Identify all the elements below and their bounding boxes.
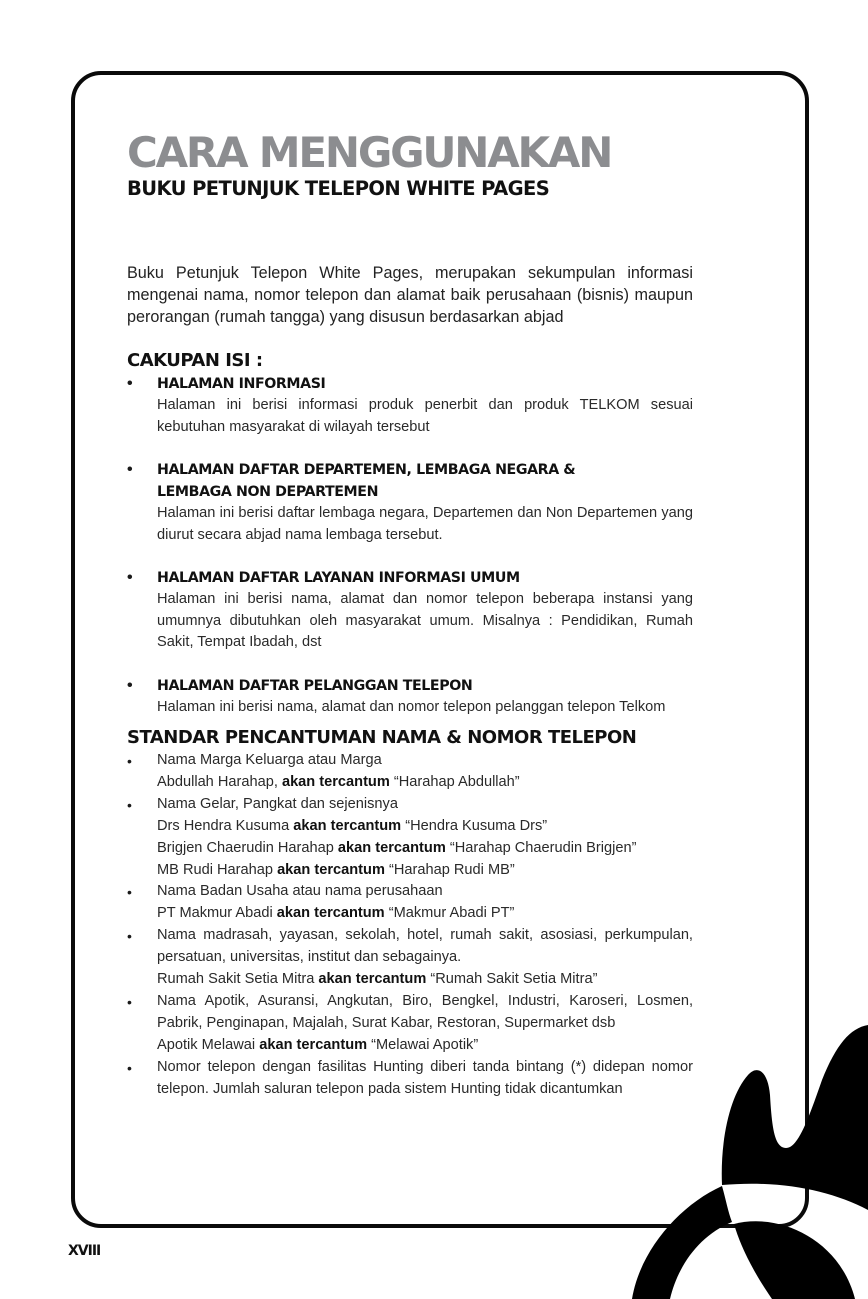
example-listed: “Harahap Rudi MB” bbox=[389, 861, 515, 878]
example-original: PT Makmur Abadi bbox=[157, 905, 273, 922]
standards-item bbox=[127, 1057, 693, 1101]
standards-item bbox=[127, 991, 693, 1057]
coverage-item-title: HALAMAN INFORMASI bbox=[157, 376, 326, 392]
coverage-list bbox=[127, 373, 693, 718]
example-line bbox=[157, 1035, 693, 1057]
example-connector: akan tercantum bbox=[293, 817, 402, 834]
example-connector: akan tercantum bbox=[281, 773, 390, 790]
bullet-icon: • bbox=[127, 928, 132, 945]
example-listed: “Makmur Abadi PT” bbox=[388, 905, 515, 922]
example-line bbox=[157, 816, 693, 838]
intro-paragraph: Buku Petunjuk Telepon White Pages, merupakan sekumpulan informasi mengenai nama, nomor telepon dan alamat baik perusahaan (bisnis) maupun perorangan (rumah tangga) yang disusun berdasarkan abjad bbox=[127, 264, 693, 326]
coverage-item bbox=[127, 373, 693, 438]
bullet-icon: • bbox=[127, 1059, 132, 1076]
page-number: XVIII bbox=[68, 1243, 101, 1259]
coverage-item bbox=[127, 675, 693, 719]
coverage-item bbox=[127, 459, 693, 546]
example-original: Drs Hendra Kusuma bbox=[157, 817, 290, 834]
bullet-icon: • bbox=[127, 884, 132, 901]
standards-item-text: Nama Marga Keluarga atau Marga bbox=[157, 752, 382, 768]
example-connector: akan tercantum bbox=[277, 861, 385, 878]
bullet-icon: • bbox=[127, 796, 132, 813]
bullet-icon: • bbox=[127, 676, 133, 694]
example-connector: akan tercantum bbox=[259, 1036, 368, 1053]
page-title: CARA MENGGUNAKAN bbox=[127, 128, 612, 177]
example-original: Rumah Sakit Setia Mitra bbox=[157, 971, 315, 988]
example-listed: “Rumah Sakit Setia Mitra” bbox=[430, 971, 598, 988]
coverage-item-title: HALAMAN DAFTAR DEPARTEMEN, LEMBAGA NEGARA & LEMBAGA NON DEPARTEMEN bbox=[157, 462, 576, 500]
example-connector: akan tercantum bbox=[276, 905, 385, 922]
example-line bbox=[157, 903, 693, 925]
standards-item-text: Nama Badan Usaha atau nama perusahaan bbox=[157, 883, 443, 900]
standards-item-text: Nama Gelar, Pangkat dan sejenisnya bbox=[157, 795, 398, 812]
coverage-item-title: HALAMAN DAFTAR PELANGGAN TELEPON bbox=[157, 677, 473, 694]
coverage-item-desc: Halaman ini berisi nama, alamat dan nomor telepon pelanggan telepon Telkom bbox=[157, 698, 666, 715]
bullet-icon: • bbox=[127, 375, 133, 392]
standards-item bbox=[127, 794, 693, 882]
example-connector: akan tercantum bbox=[337, 839, 446, 856]
bullet-icon: • bbox=[127, 993, 132, 1010]
coverage-heading: CAKUPAN ISI : bbox=[127, 350, 263, 371]
standards-item bbox=[127, 925, 693, 991]
standards-heading: STANDAR PENCANTUMAN NAMA & NOMOR TELEPON bbox=[127, 727, 637, 748]
standards-item-text: Nama Apotik, Asuransi, Angkutan, Biro, Bengkel, Industri, Karoseri, Losmen, Pabrik, Penginapan, Majalah, Surat Kabar, Restoran, Supermarket dsb bbox=[157, 992, 693, 1031]
bullet-icon: • bbox=[127, 569, 133, 586]
standards-item bbox=[127, 750, 693, 794]
coverage-item-title: HALAMAN DAFTAR LAYANAN INFORMASI UMUM bbox=[157, 570, 520, 586]
example-line bbox=[157, 772, 693, 794]
example-original: Brigjen Chaerudin Harahap bbox=[157, 839, 334, 856]
coverage-item-desc: Halaman ini berisi daftar lembaga negara, Departemen dan Non Departemen yang diurut secara abjad nama lembaga tersebut. bbox=[157, 505, 693, 543]
page-content bbox=[127, 128, 693, 1101]
page-subtitle: BUKU PETUNJUK TELEPON WHITE PAGES bbox=[127, 177, 550, 200]
example-line bbox=[157, 969, 693, 991]
example-line bbox=[157, 838, 693, 860]
example-listed: “Harahap Abdullah” bbox=[393, 773, 520, 790]
example-listed: “Harahap Chaerudin Brigjen” bbox=[449, 839, 637, 856]
standards-item bbox=[127, 881, 693, 925]
standards-item-text: Nama madrasah, yayasan, sekolah, hotel, rumah sakit, asosiasi, perkumpulan, persatuan, universitas, institut dan sebagainya. bbox=[157, 927, 693, 966]
bullet-icon: • bbox=[127, 461, 133, 478]
example-line bbox=[157, 860, 693, 882]
example-original: Apotik Melawai bbox=[157, 1036, 256, 1053]
example-original: MB Rudi Harahap bbox=[157, 861, 273, 878]
coverage-item-desc: Halaman ini berisi informasi produk penerbit dan produk TELKOM sesuai kebutuhan masyarakat di wilayah tersebut bbox=[157, 397, 693, 435]
example-original: Abdullah Harahap, bbox=[157, 773, 278, 790]
example-listed: “Melawai Apotik” bbox=[371, 1036, 479, 1053]
standards-list bbox=[127, 750, 693, 1101]
coverage-item bbox=[127, 567, 693, 654]
standards-item-text: Nomor telepon dengan fasilitas Hunting diberi tanda bintang (*) didepan nomor telepon. Jumlah saluran telepon pada sistem Hunting tidak dicantumkan bbox=[157, 1058, 693, 1097]
coverage-item-desc: Halaman ini berisi nama, alamat dan nomor telepon beberapa instansi yang umumnya dibutuhkan oleh masyarakat umum. Misalnya : Pendidikan, Rumah Sakit, Tempat Ibadah, dst bbox=[157, 591, 693, 650]
example-listed: “Hendra Kusuma Drs” bbox=[405, 817, 548, 834]
example-connector: akan tercantum bbox=[318, 971, 427, 988]
bullet-icon: • bbox=[127, 753, 132, 769]
